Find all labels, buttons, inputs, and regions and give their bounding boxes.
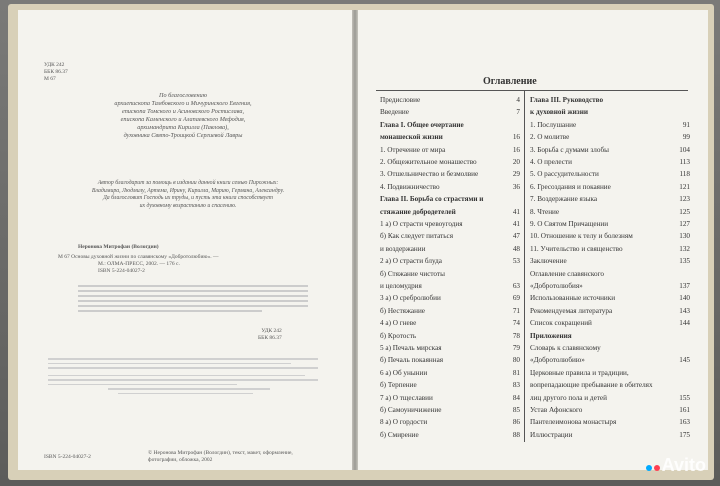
annotation-text	[78, 282, 308, 315]
toc-entry-label: б) Терпение	[380, 381, 417, 390]
toc-entry-page: 123	[679, 195, 690, 204]
toc-entry-page: 84	[512, 393, 520, 402]
copyright-block	[148, 450, 293, 464]
toc-entry-page: 161	[679, 406, 690, 414]
toc-entry-page: 175	[679, 430, 690, 439]
toc-entry-label: 3 а) О сребролюбии	[380, 294, 441, 303]
catalog-line: ISBN 5-224-04027-2	[98, 268, 145, 274]
thanks-line: Владимира, Людмилу, Артема, Ирину, Кирилла, Марию, Германа, Александру.	[91, 187, 285, 194]
toc-entry-page: 121	[679, 182, 690, 191]
toc-entry-label: б) Смирение	[380, 430, 419, 439]
bbk-line: ББК 86.37	[44, 69, 68, 75]
toc-entry-page: 48	[512, 244, 520, 253]
toc-entry-page: 144	[679, 319, 690, 328]
toc-entry-label: 7 а) О тщеславии	[380, 393, 433, 402]
toc-entry-page: 69	[512, 294, 520, 303]
toc-entry-label: б) Самоуничижение	[380, 406, 442, 414]
toc-entry-page: 16	[512, 133, 520, 142]
toc-entry-label: б) Как следует питаться	[380, 232, 454, 241]
bbk-line: ББК 86.37	[258, 335, 282, 341]
toc-entry-label: лиц другого пола и детей	[530, 393, 607, 402]
toc-entry-label: б) Кротость	[380, 331, 417, 340]
blessing-line: архимандрита Кирилла (Павлова),	[137, 124, 229, 131]
toc-entry-page: 81	[512, 368, 520, 377]
toc-entry-page: 78	[512, 331, 520, 340]
toc-entry-label: 3. Отшельничество и безмолвие	[380, 170, 479, 179]
toc-entry-label: «Добротолюбия»	[530, 282, 583, 290]
toc-entry-label: 5. О рассудительности	[530, 170, 599, 179]
toc-entry-label: 2. О молитве	[530, 133, 570, 142]
toc-entry-label: 1. Послушание	[530, 120, 577, 129]
toc-entry-page: 20	[512, 158, 520, 166]
toc-entry-label: Оглавление славянского	[530, 269, 604, 278]
isbn-text: ISBN 5-224-04027-2	[44, 454, 91, 460]
toc-entry-page: 130	[679, 232, 690, 241]
thanks-line: Да благословит Господь их труды, и пусть эта книга способствует	[103, 195, 273, 201]
thanks-block	[58, 180, 318, 210]
toc-entry-page: 140	[679, 294, 690, 303]
udc-bottom	[258, 328, 282, 342]
toc-entry-page: 88	[512, 430, 520, 439]
toc-entry-label: б) Печаль покаянная	[380, 356, 444, 365]
toc-entry-label: и целомудрия	[380, 282, 422, 290]
toc-entry-label: Иллюстрации	[530, 430, 573, 439]
toc-entry-label: 4 а) О гневе	[380, 319, 417, 328]
toc-entry-label: 3. Борьба с думами злобы	[530, 145, 609, 154]
avito-logo-icon	[646, 455, 662, 475]
thanks-line: их духовному возрастанию и спасению.	[139, 202, 237, 209]
toc-entry-page: 104	[679, 145, 690, 154]
toc-entry-page: 41	[512, 207, 520, 216]
udc-line: УДК 242	[261, 328, 282, 334]
toc-entry-label: Предисловие	[380, 96, 421, 104]
blessing-block	[58, 92, 308, 140]
toc-entry-label: Глава III. Руководство	[530, 96, 604, 104]
toc-entry-label: Использованные источники	[530, 294, 616, 303]
toc-entry-label: Приложения	[530, 331, 572, 340]
toc-entry-page: 118	[679, 170, 690, 179]
toc-entry-page: 86	[512, 418, 520, 427]
toc-entry-page: 41	[512, 220, 520, 228]
toc-entry-page: 85	[512, 406, 520, 414]
toc-entry-page: 53	[512, 257, 520, 266]
toc-entry-label: 8 а) О гордости	[380, 418, 428, 427]
toc-entry-label: 2. Общежительное монашество	[380, 158, 477, 166]
toc-entry-page: 91	[682, 120, 690, 129]
udc-line: УДК 242	[44, 62, 65, 68]
toc-entry-label: 1. Отречение от мира	[380, 145, 446, 154]
toc-entry-page: 135	[679, 257, 690, 266]
toc-title: Оглавление	[483, 76, 537, 87]
toc-entry-page: 83	[512, 381, 520, 390]
toc-entry-page: 145	[679, 356, 690, 365]
toc-entry-page: 113	[679, 158, 690, 166]
toc-entry-page: 80	[512, 356, 520, 365]
toc-entry-label: 11. Учительство и священство	[530, 244, 623, 253]
toc-entry-label: 4. О прелести	[530, 158, 572, 166]
toc-entry-label: Введение	[380, 108, 409, 117]
toc-entry-page: 4	[516, 96, 520, 104]
toc-entry-page: 143	[679, 306, 690, 315]
toc-entry-page: 125	[679, 207, 690, 216]
toc-entry-label: Рекомендуемая литература	[530, 306, 613, 315]
m67-line: М 67	[44, 76, 56, 82]
toc-entry-page: 99	[682, 133, 690, 142]
toc-entry-page: 47	[512, 232, 520, 241]
blessing-line: духовника Свято-Троицкой Сергиевой Лавры	[123, 132, 243, 139]
catalog-block	[58, 254, 318, 275]
toc-entry-label: 10. Отношение к телу и болезням	[530, 232, 633, 241]
catalog-line: М.: ОЛМА-ПРЕСС, 2002. — 176 с.	[98, 261, 180, 267]
toc-entry-label: б) Нестяжание	[380, 306, 425, 315]
blessing-line: епископа Каменского и Алапаевского Мефодия,	[120, 116, 246, 123]
toc-entry-label: 1 а) О страсти чревоугодия	[380, 220, 463, 228]
toc-entry-page: 74	[512, 319, 520, 328]
toc-entry-label: 7. Воздержание языка	[530, 195, 598, 204]
toc-entry-page: 29	[512, 170, 520, 179]
toc-entry-label: Заключение	[530, 257, 567, 266]
copyright-line: фотографии, обложка, 2002	[148, 457, 213, 463]
right-page	[358, 10, 708, 470]
copyright-line: © Неронова Митрофан (Вологдин), текст, макет, оформление,	[148, 450, 293, 456]
blessing-line: По благословению	[158, 92, 207, 99]
udc-block	[44, 62, 68, 83]
toc-entry-page: 79	[512, 344, 520, 352]
toc-entry-label: и воздержании	[380, 244, 426, 253]
imprint-text	[48, 355, 318, 397]
toc-entry-label: 9. О Святом Причащении	[530, 220, 609, 228]
toc-entry-label: Список сокращений	[530, 319, 592, 328]
toc-entry-label: к духовной жизни	[530, 108, 588, 117]
thanks-line: Автор благодарит за помощь в издании данной книги семью Пирожных:	[97, 180, 279, 186]
toc-entry-page: 155	[679, 393, 690, 402]
toc-entry-label: «Добротолюбию»	[530, 356, 585, 365]
toc-entry-page: 137	[679, 282, 690, 290]
toc-entry-label: Устав Афонского	[530, 406, 583, 414]
blessing-line: епископа Томского и Асиновского Ростислава,	[121, 108, 245, 115]
watermark-text: Avito	[661, 455, 706, 475]
blessing-line: архиепископа Тамбовского и Мичуринского Евгения,	[114, 100, 252, 107]
toc-entry-label: Церковные правила и традиции,	[530, 368, 629, 377]
toc-entry-label: Пантелеимонова монастыря	[530, 418, 617, 427]
catalog-line: М 67 Основы духовной жизни по славянскому «Добротолюбию». —	[58, 254, 219, 260]
author-line: Неронова Митрофан (Вологдин)	[78, 244, 159, 250]
avito-watermark	[646, 455, 706, 476]
toc-entry-label: 4. Подвижничество	[380, 182, 440, 191]
toc-entry-label: 8. Чтение	[530, 207, 560, 216]
toc-entry-page: 7	[516, 108, 520, 117]
toc-entry-label: 5 а) Печаль мирская	[380, 344, 442, 352]
toc-entry-label: монашеской жизни	[380, 133, 443, 142]
toc-entry-label: б) Стяжание чистоты	[380, 269, 445, 278]
toc-entry-page: 63	[512, 282, 520, 290]
toc-entry-label: 2 а) О страсти блуда	[380, 257, 442, 266]
toc-entry-label: Словарь к славянскому	[530, 344, 601, 352]
toc-entry-page: 36	[512, 182, 520, 191]
toc-entry-label: Глава II. Борьба со страстями и	[380, 195, 484, 204]
toc-entry-page: 127	[679, 220, 690, 228]
toc-column-divider	[524, 90, 525, 442]
toc-entry-page: 163	[679, 418, 690, 427]
toc-entry-label: вопрепадающие пребывание в обителях	[530, 381, 653, 390]
toc-entry-label: стяжание добродетелей	[380, 207, 456, 216]
toc-entry-label: Глава I. Общее очертание	[380, 120, 464, 129]
toc-top-rule	[376, 90, 688, 91]
toc-entry-label: 6. Гресоздания и покаяние	[530, 182, 611, 191]
toc-entry-page: 71	[512, 306, 520, 315]
toc-entry-page: 16	[512, 145, 520, 154]
left-page	[18, 10, 352, 470]
toc-entry-page: 132	[679, 244, 690, 253]
toc-entry-label: 6 а) Об унынии	[380, 368, 428, 377]
